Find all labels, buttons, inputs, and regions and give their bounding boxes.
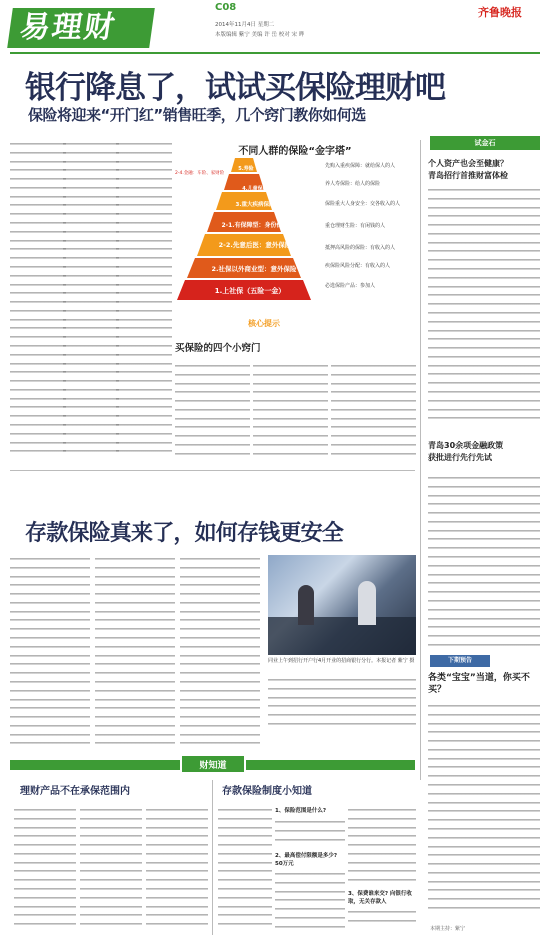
lead-body-col2 (63, 140, 119, 460)
photo-figure-1 (298, 585, 314, 625)
feature2-col2 (95, 555, 175, 755)
lead-headline: 银行降息了，试试买保险理财吧 (25, 70, 445, 106)
lead-body-col3 (116, 140, 172, 460)
faq-q3: 3、保费谁来交? 向银行收取，无关存款人 (348, 891, 412, 905)
column-head3: 青岛30余项金融政策 (428, 441, 504, 450)
lead-body-col1 (10, 140, 66, 460)
tips-body-col3 (331, 362, 416, 462)
feature2-col3 (180, 555, 260, 755)
page-number: C08 (215, 2, 237, 13)
paper-name: 齐鲁晚报 (478, 6, 522, 19)
faq-q1: 1、保险范围是什么? (275, 808, 327, 814)
bottom-divider (212, 780, 213, 935)
photo-caption: 同业上午到招行开户行4月开业的招商银行分行。本报记者 紫宁 摄 (268, 658, 415, 664)
tips-tag: 核心提示 (248, 319, 280, 328)
pyramid-note-1: 先购入重疾保障：就给保人的人 (325, 163, 396, 169)
pyramid-tier-2b: 2.社保以外商业型：意外保险 (211, 265, 297, 273)
right-box-col2b (275, 870, 345, 934)
tips-headline: 买保险的四个小窍门 (175, 343, 261, 354)
column-tag: 试金石 (430, 136, 540, 150)
column-head2: 青岛招行首推财富体检 (428, 171, 508, 180)
column-body1 (428, 186, 540, 426)
pyramid-note-2: 养人寿保险：给人的保险 (325, 181, 381, 187)
pyramid-tier-3: 2-1.有保障型：身份保险 (221, 222, 289, 229)
right-box-title: 存款保险制度小知道 (222, 786, 312, 797)
column-head1: 个人资产也会至健康？ (428, 159, 508, 168)
lead-subhead: 保险将迎来“开门红”销售旺季，几个窍门教你如何选 (28, 106, 366, 124)
next-issue-tag: 下期预告 (430, 655, 490, 667)
left-box-col1 (14, 806, 76, 934)
column-body2 (428, 474, 540, 650)
pyramid-tier-2: 2-2.先意后医：意外保险 (218, 241, 292, 249)
pyramid-note-6: 疾保险风险分配：有收入的人 (325, 263, 391, 269)
pyramid-top-label: 5.寿险 (238, 166, 254, 172)
pyramid-note-3: 保险重大人身安全：交各收入的人 (325, 201, 401, 207)
left-box-title: 理财产品不在承保范围内 (20, 786, 130, 797)
next-issue-body (428, 702, 540, 922)
pyramid-tier-4: 3.重大疾病保险 (235, 202, 275, 208)
right-box-col2 (275, 818, 345, 850)
date-line: 2014年11月4日 星期二 (215, 22, 275, 28)
pyramid-note-7: 必选保险产品：参加人 (325, 283, 376, 289)
pyramid-tier-1: 1.上社保（五险一金） (214, 287, 286, 295)
left-box-col3 (146, 806, 208, 934)
column-head4: 获批进行先行先试 (428, 453, 492, 462)
feature2-headline: 存款保险真来了，如何存钱更安全 (25, 521, 344, 546)
left-box-col2 (80, 806, 142, 934)
editor-line: 本版编辑 紫宁 美编 许 岳 校对 宋 晔 (215, 32, 305, 38)
right-box-col3b (348, 908, 416, 934)
pyramid-left-note: 2-4.金融：车险、家财险 (175, 171, 225, 176)
photo-figure-2 (358, 581, 376, 625)
masthead (0, 0, 550, 55)
tips-body-col1 (175, 362, 250, 462)
masthead-rule (10, 52, 540, 54)
feature2-rule (10, 470, 415, 471)
section-title: 易理财 (17, 10, 119, 45)
photo-counter (268, 617, 416, 655)
tips-body-col2 (253, 362, 328, 462)
right-box-col3 (348, 806, 416, 888)
bank-photo (268, 555, 416, 655)
pyramid-title: 不同人群的保险“金字塔” (238, 146, 352, 157)
faq-q2: 2、最高偿付限额是多少? 50万元 (275, 853, 338, 867)
band-label: 财知道 (180, 754, 246, 774)
feature2-col1 (10, 555, 90, 755)
next-issue-note: 本期主持：紫宁 (430, 926, 466, 932)
next-issue-head: 各类“宝宝”当道，你买不买？ (428, 673, 530, 695)
pyramid-note-4: 重仓理财生险：有闲钱的人 (325, 223, 386, 229)
right-box-col1 (218, 806, 272, 934)
pyramid-infographic (175, 140, 415, 310)
feature2-col4 (268, 676, 416, 736)
pyramid-note-5: 抵押高风险的保险：有收入的人 (325, 245, 396, 251)
right-column-divider (420, 140, 421, 780)
pyramid-tier-5: 4.儿童保险 (242, 186, 268, 192)
section-title-block (7, 8, 155, 48)
